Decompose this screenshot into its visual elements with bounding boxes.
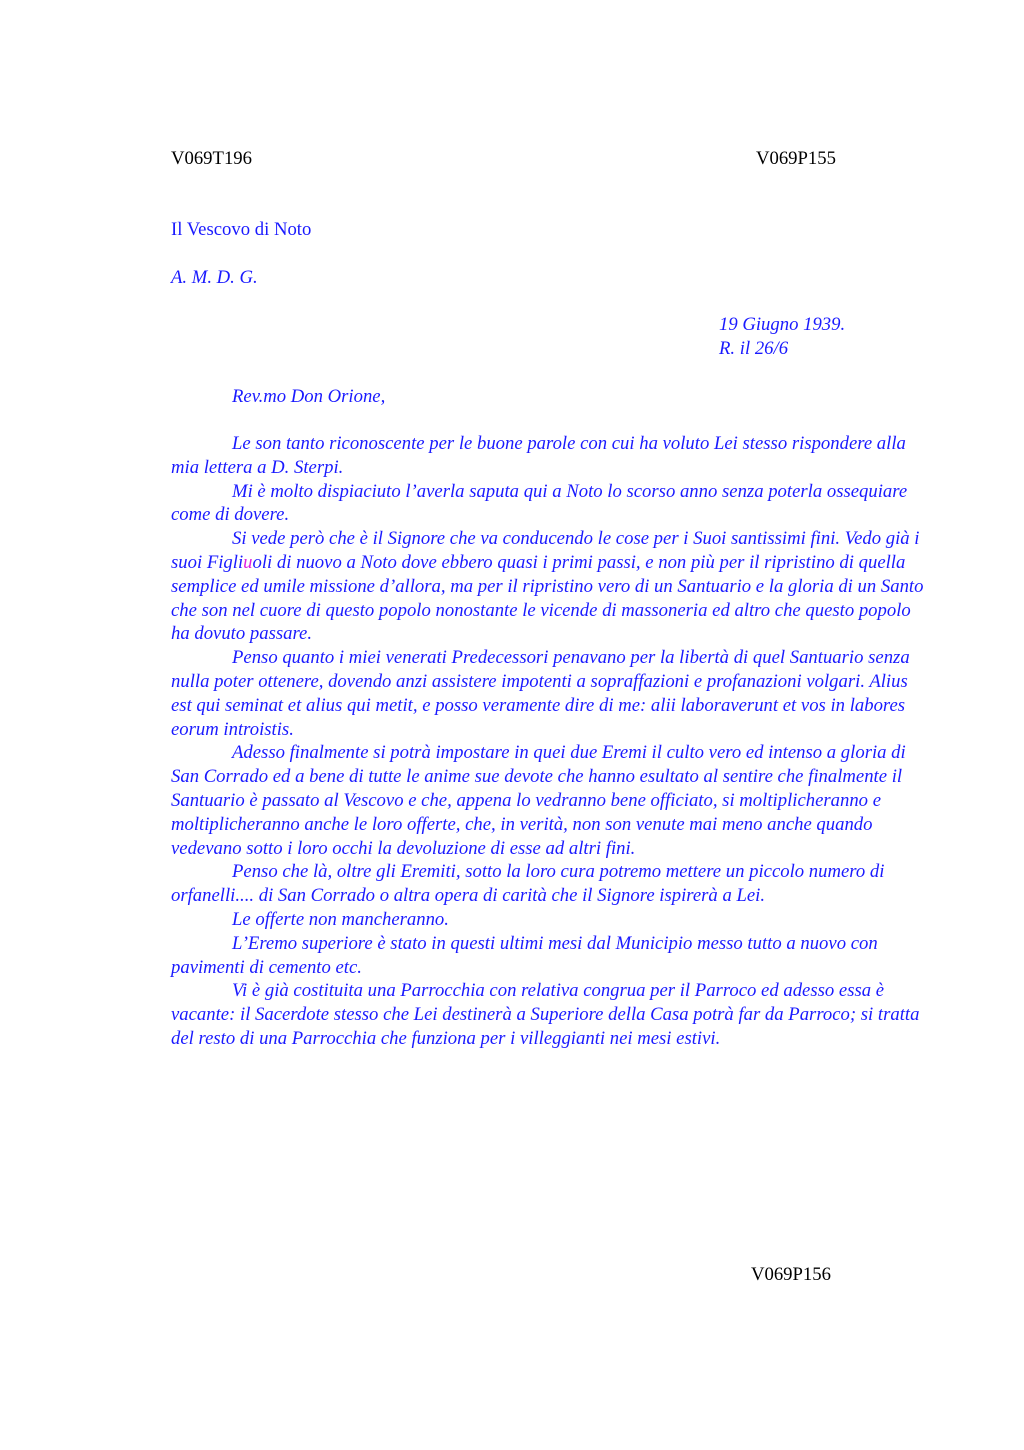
paragraph: Le offerte non mancheranno. — [232, 908, 449, 930]
paragraph: Vi è già costituita una Parrocchia con relativa congrua per il Parroco ed adesso essa è vacante: il Sacerdote stesso che Lei destinerà a Superiore della Casa potrà far da Parroco; si tratta del resto di una Parrocchia che funziona per i villeggianti nei mesi estivi. — [171, 980, 920, 1049]
letter-date: 19 Giugno 1939. — [719, 314, 846, 335]
header-left-code: V069T196 — [171, 148, 252, 169]
paragraph — [171, 527, 931, 646]
paragraph: Le son tanto riconoscente per le buone parole con cui ha voluto Lei stesso rispondere alla mia lettera a D. Sterpi. — [171, 433, 906, 478]
paragraph: Penso quanto i miei venerati Predecessori penavano per la libertà di quel Santuario senza nulla poter ottenere, dovendo anzi assistere impotenti a sopraffazioni e profanazioni volgari. Alius est qui seminat et alius qui metit, e posso veramente dire di me: alii laboraverunt et vos in labores eorum introistis. — [171, 647, 910, 740]
paragraph: Penso che là, oltre gli Eremiti, sotto la loro cura potremo mettere un piccolo numero di orfanelli.... di San Corrado o altra opera di carità che il Signore ispirerà a Lei. — [171, 861, 885, 907]
paragraph: Adesso finalmente si potrà impostare in quei due Eremi il culto vero ed intenso a gloria di San Corrado ed a bene di tutte le anime sue devote che hanno esultato al sentire che finalmente il Santuario è passato al Vescovo e che, appena lo vedranno bene officiato, si moltiplicheranno e moltiplicheranno anche le loro offerte, che, in verità, non son venute mai meno anche quando vedevano sotto i loro occhi la devoluzione di esse ad altri fini. — [171, 742, 906, 859]
footer-page-code: V069P156 — [751, 1264, 831, 1285]
header-right-code: V069P155 — [756, 148, 836, 169]
motto: A. M. D. G. — [171, 267, 258, 288]
letterhead: Il Vescovo di Noto — [171, 219, 312, 240]
editorial-mark: u — [243, 551, 253, 573]
letter-body — [171, 432, 931, 1051]
paragraph: Mi è molto dispiaciuto l’averla saputa qui a Noto lo scorso anno senza poterla ossequiare come di dovere. — [171, 480, 908, 526]
paragraph: L’Eremo superiore è stato in questi ultimi mesi dal Municipio messo tutto a nuovo con pavimenti di cemento etc. — [171, 932, 878, 978]
salutation: Rev.mo Don Orione, — [232, 386, 386, 407]
paragraph-text-b: oli di nuovo a Noto dove ebbero quasi i primi passi, e non più per il ripristino di quella semplice ed umile missione d’allora, ma per il ripristino vero di un Santuario e la gloria di un Santo che son nel cuore di questo popolo nonostante le vicende di massoneria ed altro che questo popolo ha dovuto passare. — [171, 551, 924, 645]
paragraph-text-a: Si vede però che è il Signore che va conducendo le cose per i Suoi santissimi fini. Vedo già i suoi Figli — [171, 528, 920, 573]
received-note: R. il 26/6 — [719, 338, 789, 359]
